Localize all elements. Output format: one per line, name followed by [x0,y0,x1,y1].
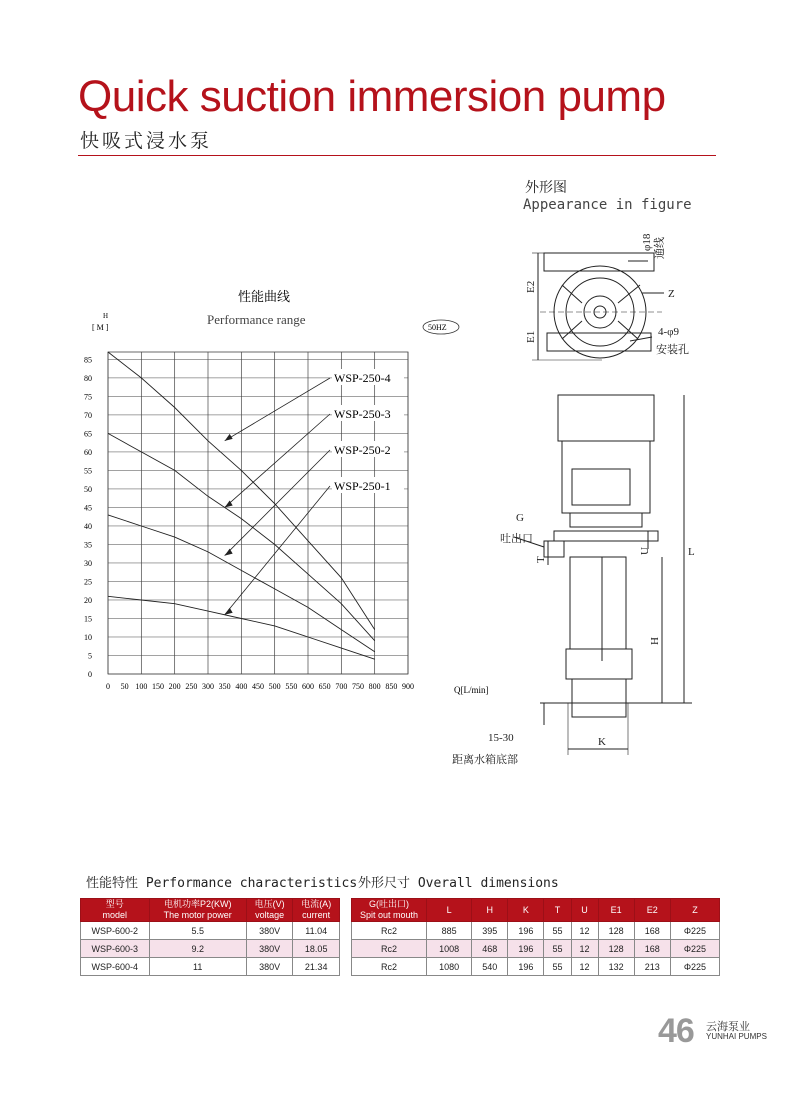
label-z: Z [668,288,675,300]
x-tick-label: 700 [335,682,348,691]
chart-grid [108,352,408,674]
table-cell: 11.04 [293,922,340,940]
table-cell: 468 [472,940,508,958]
y-tick-label: 25 [84,577,92,587]
leader-hole [630,337,652,341]
col-e1: E1 [598,899,634,922]
table-cell: 55 [544,940,571,958]
y-tick-label: 45 [84,503,92,513]
y-tick-label: 35 [84,540,92,550]
table-cell: 168 [634,922,670,940]
label-u: U [639,547,651,555]
pump-foot [572,679,626,717]
col-model: 型号 model [81,899,150,922]
label-t: T [535,556,547,563]
label-gap: 15-30 [488,732,514,744]
series-label: WSP-250-3 [334,407,391,421]
chart-subtitle: Performance range [207,312,306,327]
table-cell: 128 [598,922,634,940]
col-e2: E2 [634,899,670,922]
pump-outline-drawing [452,225,712,775]
label-phi18: φ18 [641,233,653,251]
table-cell: 1008 [427,940,472,958]
y-tick-label: 85 [84,355,92,365]
col-u: U [571,899,598,922]
x-tick-label: 500 [268,682,281,691]
y-tick-label: 10 [84,632,92,642]
table-cell: 540 [472,958,508,976]
col-current: 电流(A) current [293,899,340,922]
motor-body [562,441,650,513]
table-cell: 213 [634,958,670,976]
annotation-leader [225,486,330,615]
col-t: T [544,899,571,922]
table-cell: 9.2 [149,940,246,958]
brand-name-en: YUNHAI PUMPS [706,1032,767,1041]
chart-annotations [225,369,404,615]
label-hole-cn: 安装孔 [656,344,689,356]
table-cell: 885 [427,922,472,940]
table-cell: Rc2 [352,958,427,976]
plot-frame [108,352,408,674]
table-cell: WSP-600-2 [81,922,150,940]
col-h: H [472,899,508,922]
x-tick-label: 350 [218,682,231,691]
y-tick-label: 40 [84,521,92,531]
x-tick-label: 400 [235,682,248,691]
col-voltage: 电压(V) voltage [246,899,293,922]
outlet-flange [544,541,564,557]
y-tick-label: 5 [88,651,92,661]
top-view-housing [544,253,654,271]
y-axis-top-label: H [103,312,109,320]
series-label: WSP-250-2 [334,443,391,457]
table-cell: 196 [508,958,544,976]
dimensions-heading: 外形尺寸 Overall dimensions [358,876,559,891]
y-tick-label: 15 [84,614,92,624]
appearance-title-cn: 外形图 [525,179,567,195]
table-cell: Φ225 [670,922,719,940]
table-row [81,958,340,976]
label-hole: 4-φ9 [658,326,680,338]
table-cell: 55 [544,958,571,976]
page-number: 46 [658,1012,694,1050]
annotation-leader [225,414,330,507]
dimensions-table [351,898,720,976]
motor-cap [558,395,654,441]
dimensions-header-row [352,899,720,922]
table-cell: Φ225 [670,940,719,958]
top-view-rib-3 [562,321,582,339]
table-cell: 380V [246,958,293,976]
table-cell: 132 [598,958,634,976]
table-cell: Φ225 [670,958,719,976]
table-cell: 12 [571,940,598,958]
top-view-rib-1 [562,285,582,303]
mount-plate [554,531,658,541]
y-axis-unit: [ M ] [92,323,109,332]
x-tick-label: 0 [106,682,110,691]
table-cell: 18.05 [293,940,340,958]
table-cell: Rc2 [352,922,427,940]
page-title: Quick suction immersion pump [78,72,666,121]
table-cell: 21.34 [293,958,340,976]
annotation-arrow [225,549,233,556]
x-axis-label: Q[L/min] [454,685,489,695]
y-tick-label: 60 [84,447,92,457]
label-k: K [598,736,606,748]
col-z: Z [670,899,719,922]
table-cell: Rc2 [352,940,427,958]
label-e1: E1 [525,330,537,343]
annotation-arrow [225,434,233,441]
label-g: G [516,512,524,524]
annotation-leader [225,450,330,556]
brand-name-cn: 云海泵业 [706,1021,750,1033]
y-tick-label: 0 [88,670,92,679]
label-e2: E2 [525,280,537,293]
x-tick-label: 250 [185,682,198,691]
table-cell: WSP-600-3 [81,940,150,958]
table-row [81,922,340,940]
x-tick-label: 650 [318,682,331,691]
performance-header-row [81,899,340,922]
label-outlet: 吐出口 [500,533,533,545]
y-tick-label: 65 [84,429,92,439]
label-l: L [688,546,695,558]
column [570,557,626,649]
pump-housing [566,649,632,679]
label-h: H [649,637,661,645]
series-label: WSP-250-1 [334,479,391,493]
series-label: WSP-250-4 [334,371,391,385]
motor-base [570,513,642,527]
page-subtitle: 快吸式浸水泵 [80,131,213,152]
table-cell: 1080 [427,958,472,976]
table-row [352,940,720,958]
frequency-badge: 50HZ [428,323,447,332]
x-tick-label: 550 [285,682,298,691]
x-tick-label: 300 [202,682,214,691]
label-gap-cn: 距离水箱底部 [452,754,518,766]
x-tick-label: 50 [120,682,129,691]
annotation-arrow [225,608,233,615]
x-tick-label: 100 [135,682,148,691]
performance-chart [70,282,510,702]
table-cell: 168 [634,940,670,958]
y-tick-label: 50 [84,484,92,494]
table-cell: 196 [508,940,544,958]
table-cell: 380V [246,940,293,958]
performance-table [80,898,340,976]
table-cell: 55 [544,922,571,940]
table-row [352,958,720,976]
table-row [81,940,340,958]
x-tick-label: 850 [385,682,398,691]
x-tick-label: 600 [302,682,314,691]
table-cell: 12 [571,922,598,940]
col-power: 电机功率P2(KW) The motor power [149,899,246,922]
title-divider [78,155,716,156]
annotation-leader [225,378,330,441]
y-tick-label: 80 [84,373,92,383]
table-cell: 5.5 [149,922,246,940]
y-tick-label: 20 [84,595,92,605]
y-tick-label: 30 [84,558,92,568]
y-tick-label: 55 [84,466,92,476]
x-tick-label: 150 [152,682,164,691]
x-tick-label: 900 [402,682,414,691]
table-cell: 395 [472,922,508,940]
x-tick-label: 800 [368,682,381,691]
x-tick-label: 750 [352,682,364,691]
chart-header [92,289,459,334]
x-tick-label: 450 [252,682,264,691]
appearance-title-en: Appearance in figure [523,197,692,213]
top-view-rib-2 [618,285,640,303]
performance-heading: 性能特性 Performance characteristics [86,876,358,891]
top-view-rib-4 [618,321,638,339]
table-cell: WSP-600-4 [81,958,150,976]
table-cell: 196 [508,922,544,940]
terminal-box [572,469,630,505]
table-cell: 128 [598,940,634,958]
y-tick-label: 70 [84,410,92,420]
x-tick-label: 200 [168,682,181,691]
col-k: K [508,899,544,922]
col-g: G(吐出口) Spit out mouth [352,899,427,922]
table-cell: 11 [149,958,246,976]
label-tongxian: 通线 [654,237,666,259]
table-cell: 12 [571,958,598,976]
chart-title: 性能曲线 [238,289,291,304]
y-tick-label: 75 [84,392,92,402]
table-row [352,922,720,940]
table-cell: 380V [246,922,293,940]
col-l: L [427,899,472,922]
